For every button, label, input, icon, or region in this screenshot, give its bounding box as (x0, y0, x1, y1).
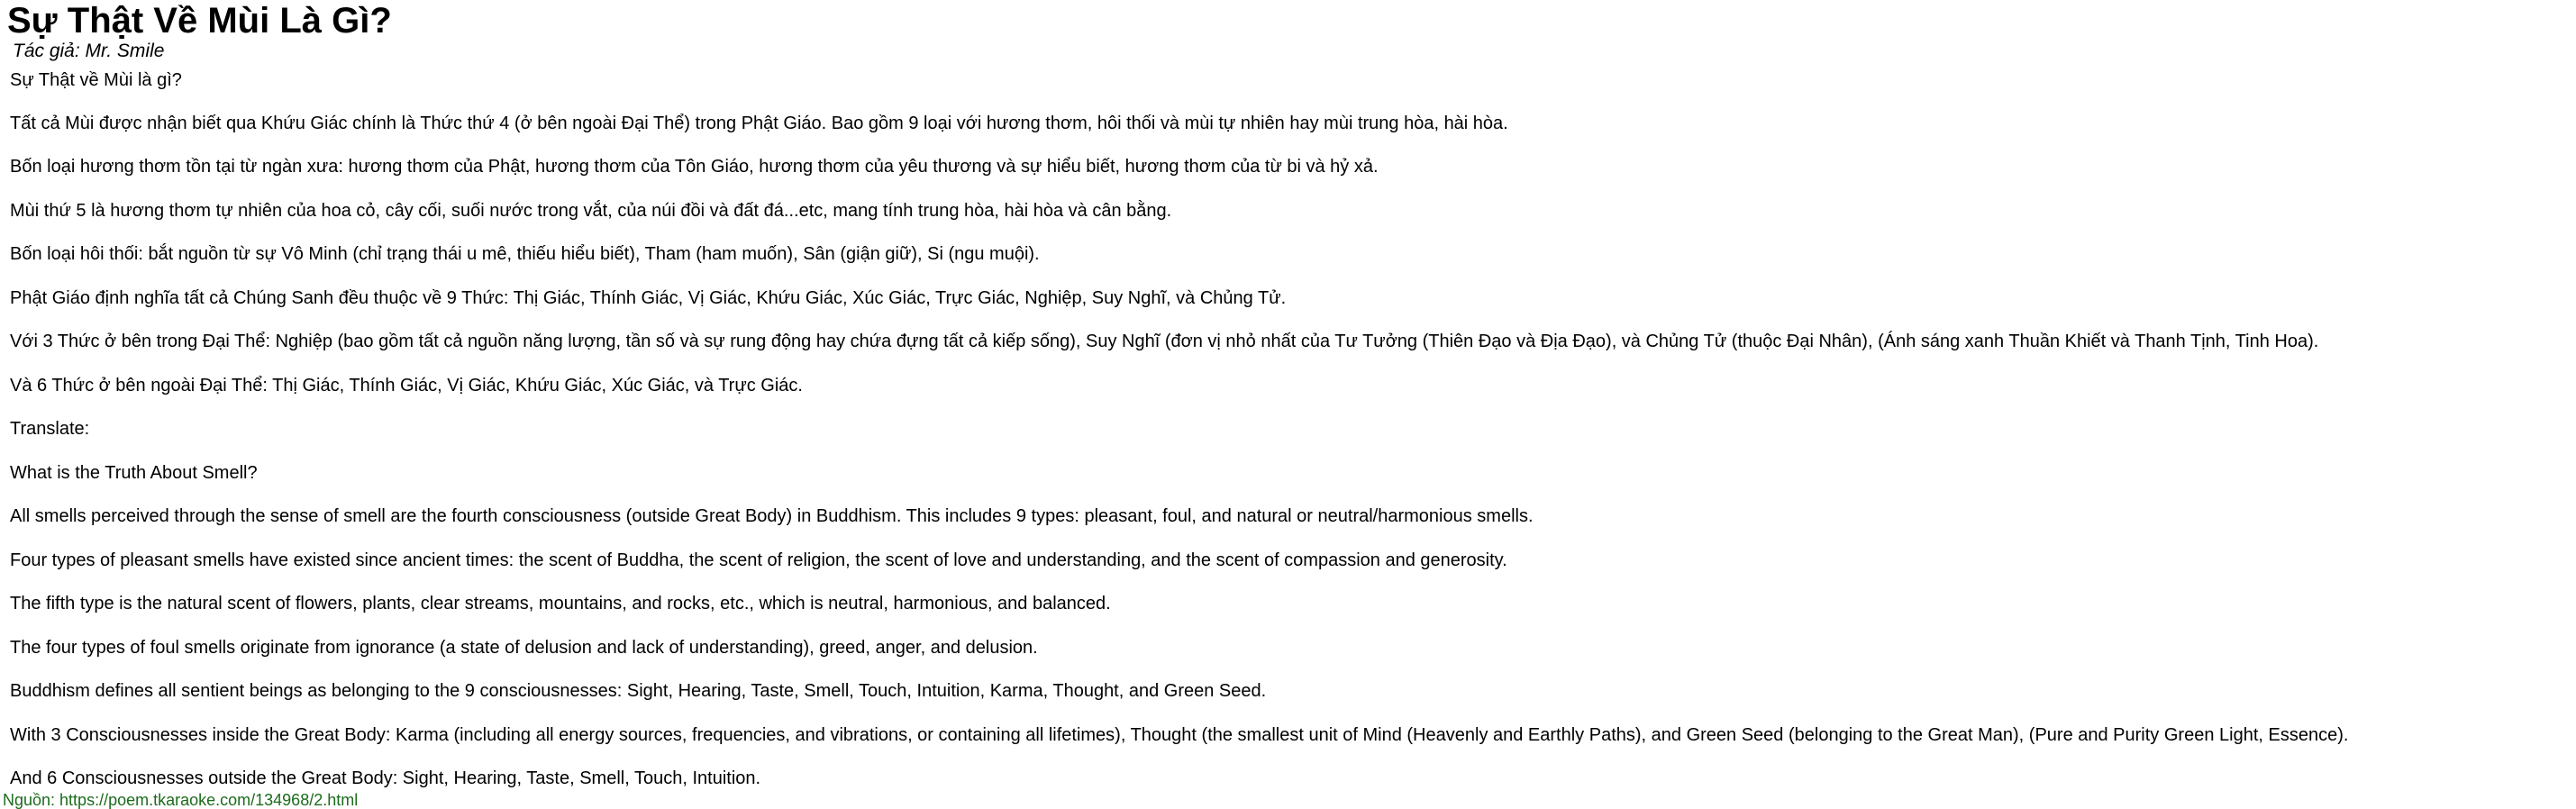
paragraph: What is the Truth About Smell? (10, 463, 258, 483)
paragraph: The four types of foul smells originate from ignorance (a state of delusion and lack of understanding), greed, anger, and delusion. (10, 638, 1038, 658)
paragraph: Và 6 Thức ở bên ngoài Đại Thể: Thị Giác, Thính Giác, Vị Giác, Khứu Giác, Xúc Giác, và Trực Giác. (10, 376, 803, 395)
paragraph: The fifth type is the natural scent of flowers, plants, clear streams, mountains, and rocks, etc., which is neutral, harmonious, and balanced. (10, 594, 1111, 614)
paragraph: Tất cả Mùi được nhận biết qua Khứu Giác chính là Thức thứ 4 (ở bên ngoài Đại Thể) trong Phật Giáo. Bao gồm 9 loại với hương thơm, hôi thối và mùi tự nhiên hay mùi trung hòa, hài hòa. (10, 114, 1508, 133)
paragraph: Buddhism defines all sentient beings as belonging to the 9 consciousnesses: Sight, Hearing, Taste, Smell, Touch, Intuition, Karma, Thought, and Green Seed. (10, 681, 1267, 701)
paragraph: Phật Giáo định nghĩa tất cả Chúng Sanh đều thuộc về 9 Thức: Thị Giác, Thính Giác, Vị Giác, Khứu Giác, Xúc Giác, Trực Giác, Nghiệp, Suy Nghĩ, và Chủng Tử. (10, 288, 1287, 308)
paragraph: Mùi thứ 5 là hương thơm tự nhiên của hoa cỏ, cây cối, suối nước trong vắt, của núi đồi và đất đá...etc, mang tính trung hòa, hài hòa và cân bằng. (10, 201, 1172, 221)
source-link[interactable]: Nguồn: https://poem.tkaraoke.com/134968/2.html (3, 791, 359, 809)
paragraph: Sự Thật về Mùi là gì? (10, 70, 182, 90)
author-line: Tác giả: Mr. Smile (13, 41, 165, 61)
paragraph: Translate: (10, 419, 90, 439)
page-title: Sự Thật Về Mùi Là Gì? (7, 1, 392, 41)
paragraph: Four types of pleasant smells have existed since ancient times: the scent of Buddha, the scent of religion, the scent of love and understanding, and the scent of compassion and generosity. (10, 550, 1507, 570)
paragraph: Bốn loại hương thơm tồn tại từ ngàn xưa: hương thơm của Phật, hương thơm của Tôn Giáo, hương thơm của yêu thương và sự hiểu biết, hương thơm của từ bi và hỷ xả. (10, 157, 1379, 177)
paragraph: Với 3 Thức ở bên trong Đại Thể: Nghiệp (bao gồm tất cả nguồn năng lượng, tần số và sự rung động hay chứa đựng tất cả kiếp sống), Suy Nghĩ (đơn vị nhỏ nhất của Tư Tưởng (Thiên Đạo và Địa Đạo), và Chủng Tử (thuộc Đại Nhân), (Ánh sáng xanh Thuần Khiết và Thanh Tịnh, Tinh Hoa). (10, 332, 2319, 351)
paragraph: With 3 Consciousnesses inside the Great Body: Karma (including all energy sources, frequencies, and vibrations, or containing all lifetimes), Thought (the smallest unit of Mind (Heavenly and Earthly Paths), and Green Seed (belonging to the Great Man), (Pure and Purity Green Light, Essence). (10, 725, 2349, 745)
paragraph: And 6 Consciousnesses outside the Great Body: Sight, Hearing, Taste, Smell, Touch, Intuition. (10, 768, 761, 788)
paragraph: All smells perceived through the sense of smell are the fourth consciousness (outside Great Body) in Buddhism. This includes 9 types: pleasant, foul, and natural or neutral/harmonious smells. (10, 506, 1534, 526)
paragraph: Bốn loại hôi thối: bắt nguồn từ sự Vô Minh (chỉ trạng thái u mê, thiếu hiểu biết), Tham (ham muốn), Sân (giận giữ), Si (ngu muội). (10, 244, 1040, 264)
